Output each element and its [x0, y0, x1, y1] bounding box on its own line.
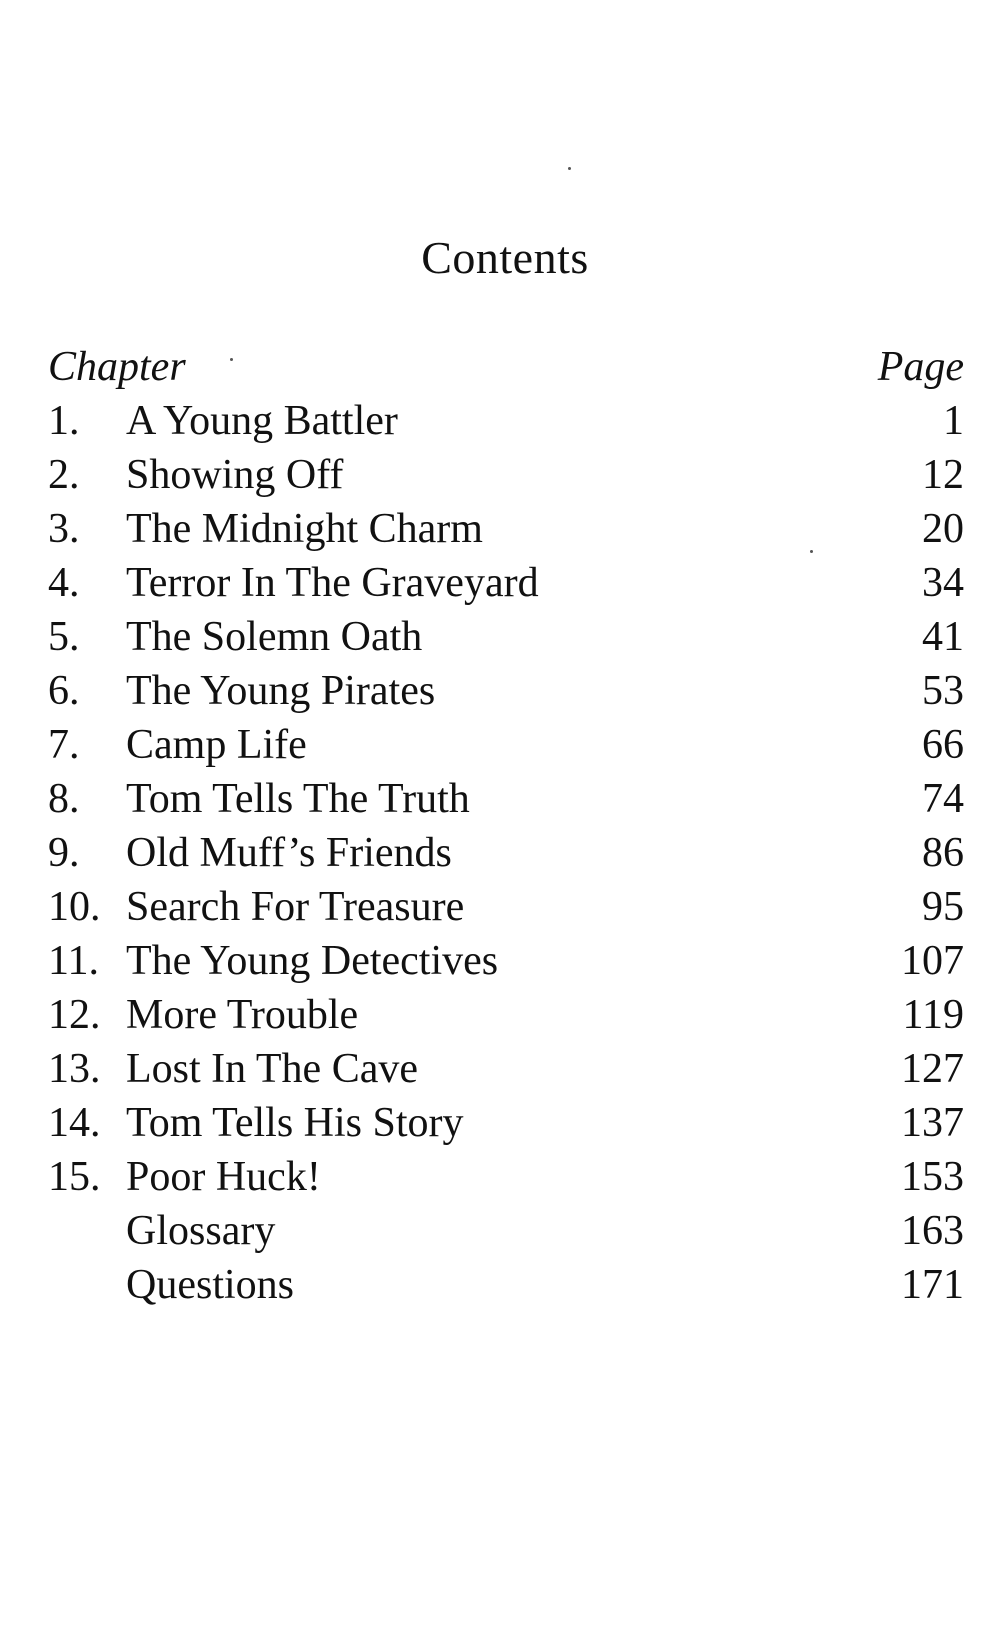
toc-entry: [48, 826, 964, 880]
toc-entry: [48, 880, 964, 934]
toc-header: [48, 340, 964, 394]
toc-entry: [48, 934, 964, 988]
chapter-number: 1.: [48, 398, 80, 444]
toc-entry: [48, 718, 964, 772]
page-number: 41: [922, 614, 964, 660]
toc-entry: [48, 1204, 964, 1258]
chapter-title: The Solemn Oath: [126, 614, 423, 660]
page-number: 171: [901, 1262, 964, 1308]
toc-entry: [48, 1042, 964, 1096]
chapter-title: Camp Life: [126, 722, 307, 768]
toc-entry: [48, 394, 964, 448]
page-number: 1: [943, 398, 964, 444]
chapter-title: More Trouble: [126, 992, 359, 1038]
page-number: 127: [901, 1046, 964, 1092]
chapter-number: 10.: [48, 884, 101, 930]
chapter-title: A Young Battler: [126, 398, 398, 444]
chapter-title: Old Muff’s Friends: [126, 830, 452, 876]
chapter-title: Questions: [126, 1262, 294, 1308]
chapter-number: 6.: [48, 668, 80, 714]
chapter-number: 2.: [48, 452, 80, 498]
chapter-number: 14.: [48, 1100, 101, 1146]
page-title: Contents: [421, 232, 589, 283]
page-number: 153: [901, 1154, 964, 1200]
chapter-title: Tom Tells His Story: [126, 1100, 464, 1146]
toc-entry: [48, 772, 964, 826]
page-number: 137: [901, 1100, 964, 1146]
chapter-number: 4.: [48, 560, 80, 606]
chapter-title: Poor Huck!: [126, 1154, 321, 1200]
toc-entry: [48, 610, 964, 664]
chapter-title: Search For Treasure: [126, 884, 465, 930]
toc-entry: [48, 1150, 964, 1204]
toc-entries: [48, 394, 964, 1312]
page-number: 119: [902, 992, 964, 1038]
chapter-number: 15.: [48, 1154, 101, 1200]
page-column-label: Page: [877, 344, 964, 390]
page-number: 34: [922, 560, 964, 606]
chapter-title: The Young Pirates: [126, 668, 436, 714]
chapter-title: Glossary: [126, 1208, 276, 1254]
page-number: 53: [922, 668, 964, 714]
chapter-title: Tom Tells The Truth: [126, 776, 470, 822]
page-number: 12: [922, 452, 964, 498]
page-number: 66: [922, 722, 964, 768]
chapter-number: 7.: [48, 722, 80, 768]
page-number: 107: [901, 938, 964, 984]
toc-entry: [48, 988, 964, 1042]
page-number: 163: [901, 1208, 964, 1254]
chapter-title: Terror In The Graveyard: [126, 560, 539, 606]
page-number: 20: [922, 506, 964, 552]
chapter-number: 12.: [48, 992, 101, 1038]
toc-entry: [48, 502, 964, 556]
chapter-title: The Young Detectives: [126, 938, 499, 984]
toc-entry: [48, 664, 964, 718]
page-number: 95: [922, 884, 964, 930]
chapter-title: Lost In The Cave: [126, 1046, 418, 1092]
print-speck: [568, 167, 571, 170]
chapter-number: 3.: [48, 506, 80, 552]
chapter-number: 8.: [48, 776, 80, 822]
toc-entry: [48, 1096, 964, 1150]
chapter-title: The Midnight Charm: [126, 506, 483, 552]
chapter-number: 5.: [48, 614, 80, 660]
chapter-number: 11.: [48, 938, 99, 984]
chapter-number: 13.: [48, 1046, 101, 1092]
page-number: 86: [922, 830, 964, 876]
chapter-column-label: Chapter: [48, 344, 186, 390]
chapter-title: Showing Off: [126, 452, 344, 498]
chapter-number: 9.: [48, 830, 80, 876]
toc-entry: [48, 556, 964, 610]
toc-entry: [48, 448, 964, 502]
page-number: 74: [922, 776, 964, 822]
toc-entry: [48, 1258, 964, 1312]
table-of-contents: [48, 340, 964, 1312]
